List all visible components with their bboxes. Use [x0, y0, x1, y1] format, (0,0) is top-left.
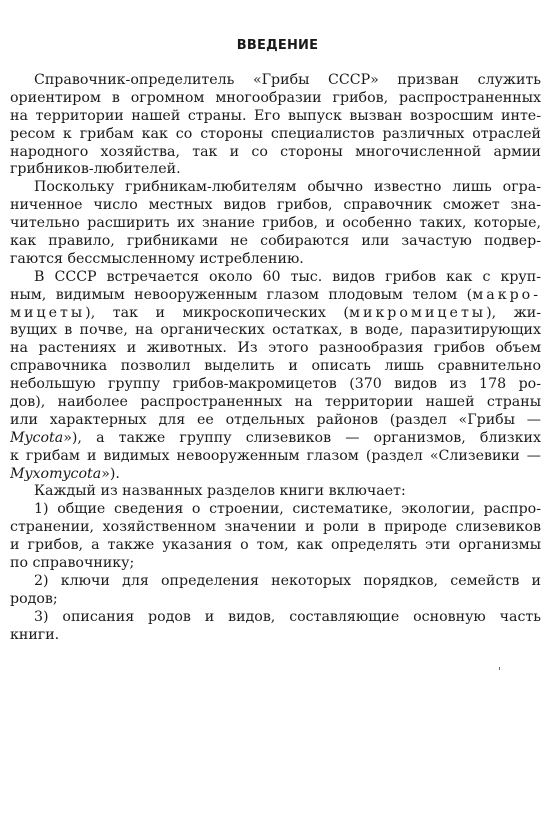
text-line: дов), наиболее распространенных на территории нашей страны — [10, 394, 541, 411]
text-line: ориентиром в огромном многообразии грибов, распространенных — [10, 89, 541, 106]
text-line: книги. — [10, 626, 60, 643]
text-line: вущих в почве, на органических остатках, в воде, паразитирующих — [10, 322, 541, 339]
page-title: ВВЕДЕНИЕ — [236, 38, 319, 53]
text-line: по справочнику; — [10, 555, 135, 572]
text-line: народного хозяйства, так и со стороны многочисленной армии — [10, 143, 541, 160]
text-line: Каждый из названных разделов книги включает: — [34, 483, 406, 500]
text-line: 1) общие сведения о строении, систематике, экологии, распро- — [34, 501, 541, 518]
text-line: к грибам и видимых невооруженным глазом (раздел «Слизевики — — [10, 447, 541, 464]
text-line: ресом к грибам как со стороны специалистов различных отраслей — [10, 125, 541, 142]
text-line: чительно расширить их знание грибов, и особенно таких, которые, — [10, 215, 541, 232]
text-line: ным, видимым невооруженным глазом плодовым телом (макро- — [10, 286, 541, 303]
text-line: 2) ключи для определения некоторых порядков, семейств и — [34, 572, 541, 589]
text-line: справочника позволил выделить и описать лишь сравнительно — [10, 358, 541, 375]
margin-mark: ' — [498, 665, 502, 678]
text-line: как правило, грибниками не собираются или зачастую подвер- — [10, 233, 541, 250]
text-line: странении, хозяйственном значении и роли в природе слизевиков — [10, 519, 541, 536]
text-line: на растениях и животных. Из этого разнообразия грибов объем — [10, 340, 541, 357]
text-line: и грибов, а также указания о том, как определять эти организмы — [10, 537, 541, 554]
text-line: родов; — [10, 590, 58, 607]
text-line: грибников-любителей. — [10, 161, 181, 178]
text-line: Myxomycota»). — [10, 465, 120, 482]
text-line: на территории нашей страны. Его выпуск вызван возросшим инте- — [10, 107, 541, 124]
text-line: ниченное число местных видов грибов, справочник сможет зна- — [10, 197, 541, 214]
text-line: мицеты), так и микроскопических (микромицеты), жи- — [10, 304, 541, 321]
text-line: В СССР встречается около 60 тыс. видов грибов как с круп- — [34, 268, 541, 285]
text-line: Справочник-определитель «Грибы СССР» призван служить — [34, 72, 541, 88]
text-line: Mycota»), а также группу слизевиков — организмов, близких — [10, 429, 541, 446]
text-line: гаются бессмысленному истреблению. — [10, 250, 304, 267]
body-text — [10, 72, 541, 645]
text-line: небольшую группу грибов-макромицетов (370 видов из 178 ро- — [10, 376, 541, 393]
text-line: Поскольку грибникам-любителям обычно известно лишь огра- — [34, 179, 541, 196]
text-line: 3) описания родов и видов, составляющие основную часть — [34, 608, 541, 625]
text-line: или характерных для ее отдельных районов (раздел «Грибы — — [10, 411, 541, 428]
